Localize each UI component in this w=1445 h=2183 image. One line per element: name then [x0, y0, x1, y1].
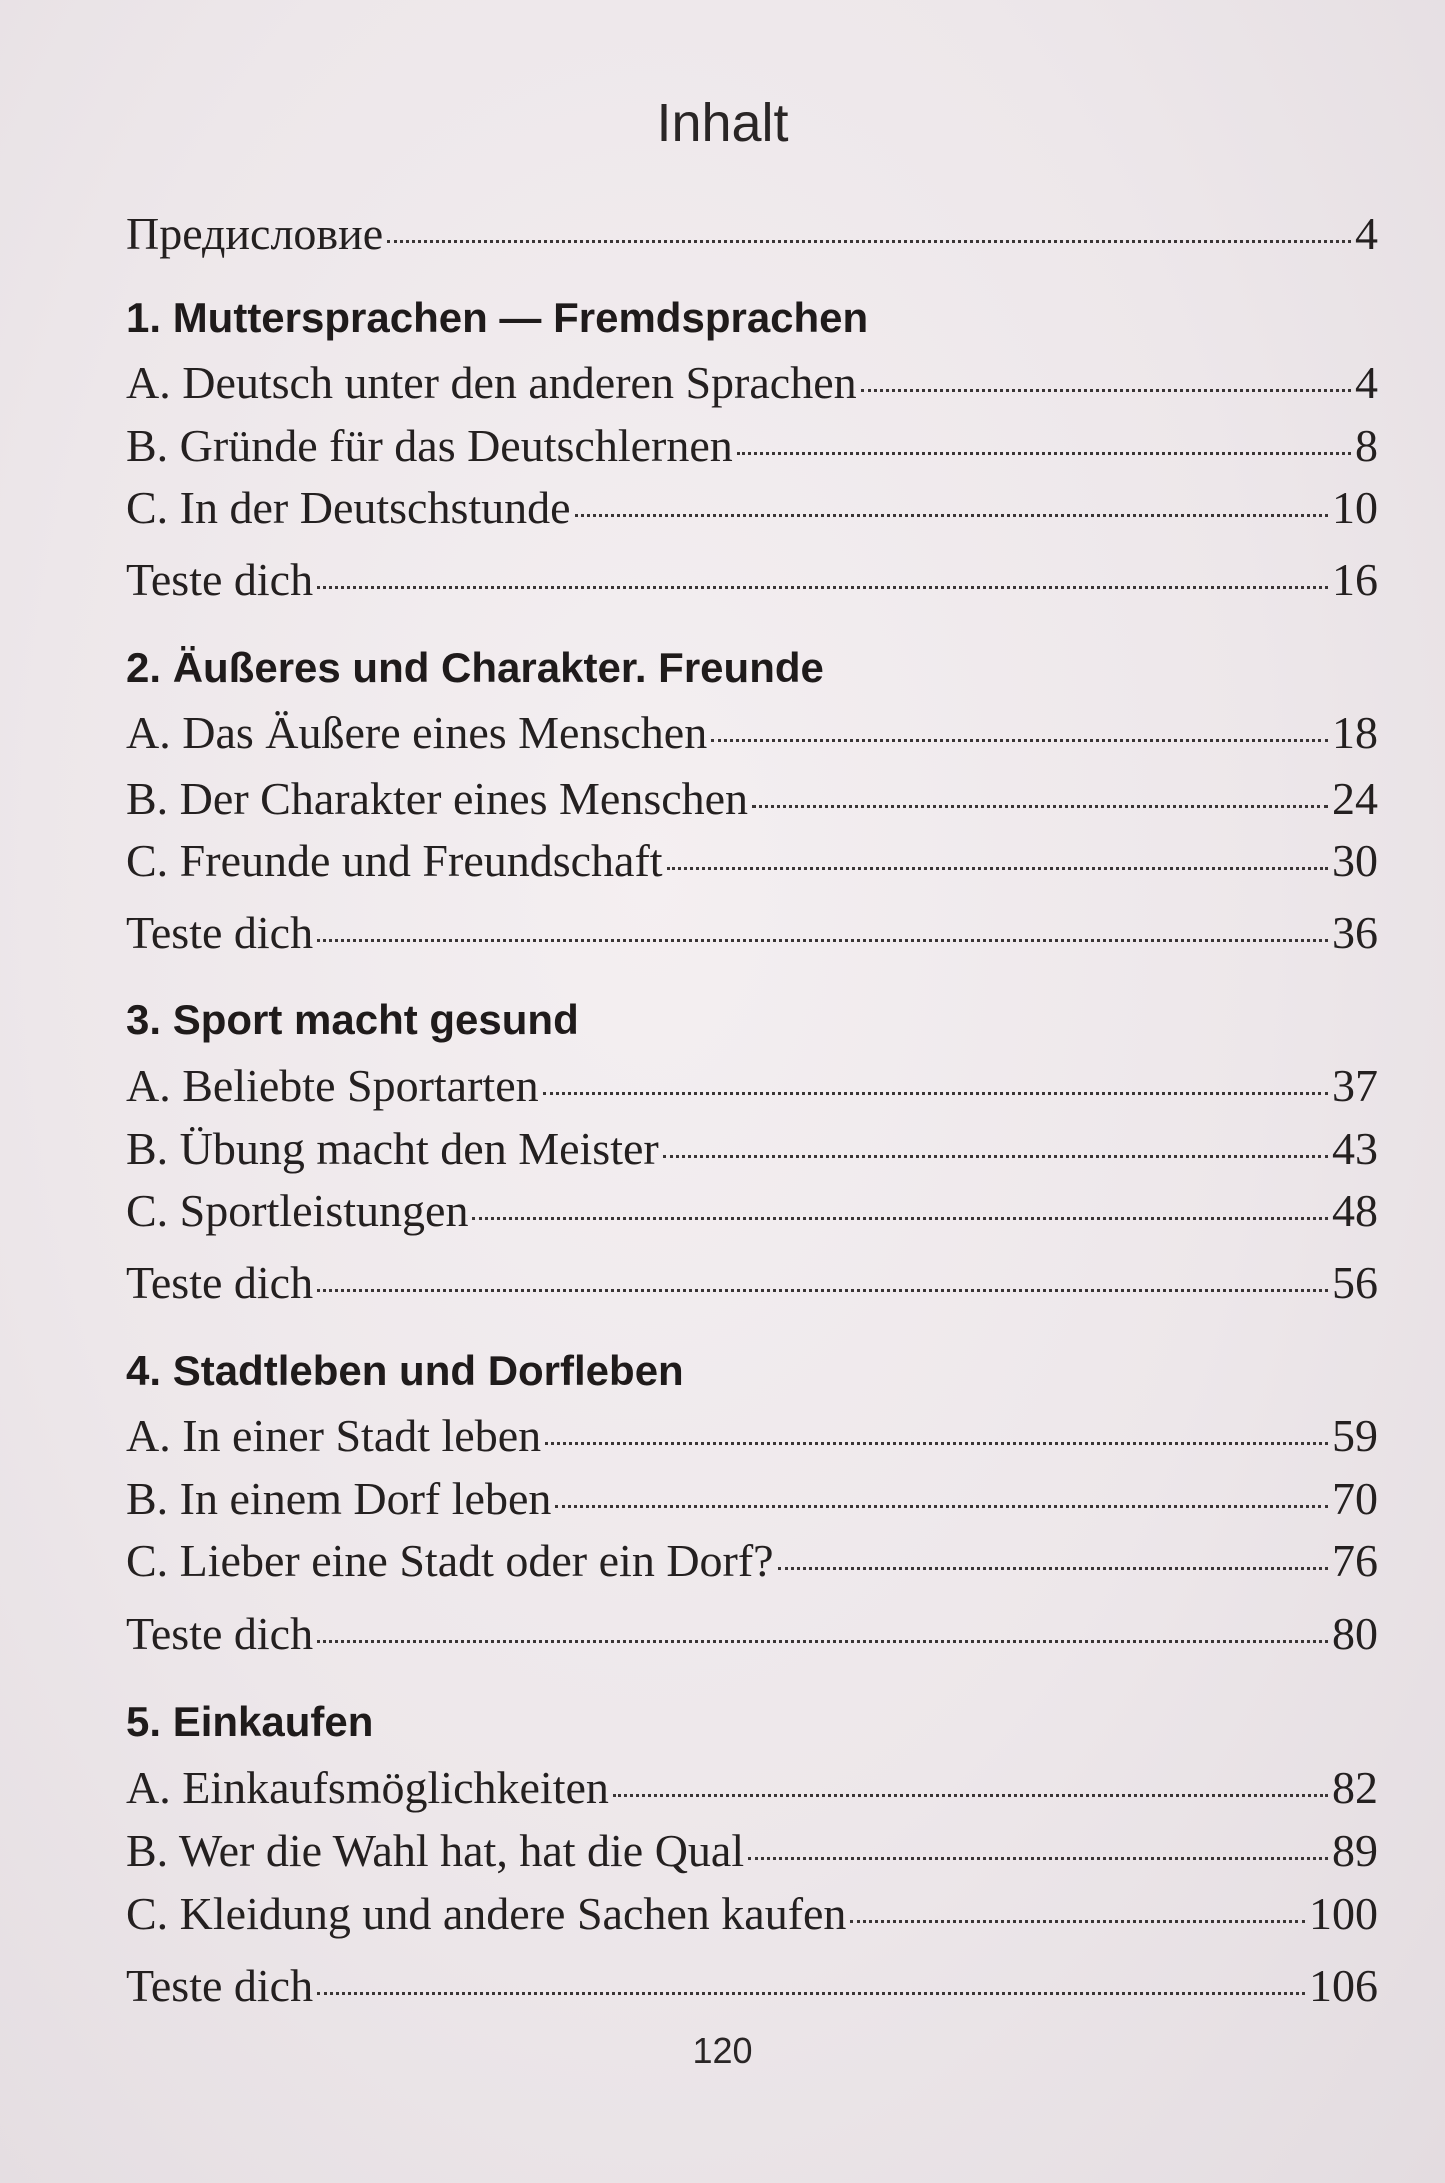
section-heading: 3. Sport macht gesund [126, 996, 579, 1043]
dot-leader [737, 452, 1351, 455]
dot-leader [748, 1857, 1328, 1860]
toc-entry-preface[interactable] [126, 208, 1378, 260]
section-heading: 2. Äußeres und Charakter. Freunde [126, 644, 824, 691]
dot-leader [543, 1092, 1328, 1095]
toc-entry[interactable] [126, 907, 1378, 959]
toc-entry-page: 89 [1332, 1825, 1378, 1876]
toc-entry-page: 8 [1355, 420, 1378, 471]
toc-entry-page: 4 [1355, 357, 1378, 408]
toc-entry-label: B. In einem Dorf leben [126, 1473, 552, 1524]
toc-entry-page: 43 [1332, 1123, 1378, 1174]
toc-entry-label: B. Gründe für das Deutschlernen [126, 420, 733, 471]
page-number: 120 [692, 2030, 753, 2071]
toc-entry-label: B. Wer die Wahl hat, hat die Qual [126, 1825, 745, 1876]
toc-entry[interactable] [126, 1960, 1378, 2012]
toc-entry-label: C. Freunde und Freundschaft [126, 835, 663, 886]
toc-entry-page: 4 [1355, 208, 1378, 259]
dot-leader [861, 389, 1351, 392]
toc-entry-page: 10 [1332, 482, 1378, 533]
toc-entry-label: A. Einkaufsmöglichkeiten [126, 1762, 609, 1813]
dot-leader [317, 1289, 1328, 1292]
dot-leader [667, 867, 1328, 870]
toc-entry[interactable] [126, 1608, 1378, 1660]
toc-entry[interactable] [126, 1473, 1378, 1525]
toc-entry[interactable] [126, 1123, 1378, 1175]
toc-entry-label: Teste dich [126, 907, 314, 958]
toc-entry[interactable] [126, 1535, 1378, 1587]
dot-leader [472, 1217, 1328, 1220]
toc-entry-label: B. Übung macht den Meister [126, 1123, 659, 1174]
toc-entry-label: B. Der Charakter eines Menschen [126, 773, 749, 824]
dot-leader [387, 240, 1351, 243]
section-heading: 5. Einkaufen [126, 1698, 374, 1745]
toc-entry[interactable] [126, 1825, 1378, 1877]
dot-leader [317, 586, 1328, 589]
toc-entry[interactable] [126, 482, 1378, 534]
toc-entry-label: C. Sportleistungen [126, 1185, 469, 1236]
toc-entry-page: 59 [1332, 1410, 1378, 1461]
toc-entry-label: C. In der Deutschstunde [126, 482, 571, 533]
toc-entry[interactable] [126, 1888, 1378, 1940]
toc-entry-label: Teste dich [126, 1608, 314, 1659]
toc-entry-label: A. Beliebte Sportarten [126, 1060, 539, 1111]
toc-entry-page: 37 [1332, 1060, 1378, 1111]
dot-leader [711, 739, 1328, 742]
toc-entry-label: C. Lieber eine Stadt oder ein Dorf? [126, 1535, 774, 1586]
dot-leader [575, 514, 1328, 517]
dot-leader [778, 1567, 1328, 1570]
toc-entry-page: 30 [1332, 835, 1378, 886]
dot-leader [555, 1505, 1328, 1508]
toc-entry-label: A. In einer Stadt leben [126, 1410, 542, 1461]
toc-entry[interactable] [126, 554, 1378, 606]
toc-entry[interactable] [126, 1060, 1378, 1112]
toc-entry-page: 82 [1332, 1762, 1378, 1813]
dot-leader [317, 1640, 1328, 1643]
toc-entry-label: A. Das Äußere eines Menschen [126, 707, 708, 758]
toc-entry-label: A. Deutsch unter den anderen Sprachen [126, 357, 857, 408]
dot-leader [752, 805, 1328, 808]
toc-entry-label: C. Kleidung und andere Sachen kaufen [126, 1888, 847, 1939]
toc-entry-page: 16 [1332, 554, 1378, 605]
toc-entry-page: 76 [1332, 1535, 1378, 1586]
toc-entry[interactable] [126, 1257, 1378, 1309]
toc-entry-page: 48 [1332, 1185, 1378, 1236]
toc-entry-label: Teste dich [126, 1960, 314, 2011]
toc-entry[interactable] [126, 420, 1378, 472]
toc-entry[interactable] [126, 707, 1378, 759]
toc-entry[interactable] [126, 1762, 1378, 1814]
toc-entry[interactable] [126, 835, 1378, 887]
dot-leader [317, 1992, 1305, 1995]
toc-entry-page: 36 [1332, 907, 1378, 958]
toc-entry-page: 100 [1309, 1888, 1378, 1939]
section-heading: 1. Muttersprachen — Fremdsprachen [126, 294, 869, 341]
toc-entry-page: 18 [1332, 707, 1378, 758]
dot-leader [545, 1442, 1328, 1445]
toc-entry[interactable] [126, 1410, 1378, 1462]
toc-entry[interactable] [126, 1185, 1378, 1237]
toc-entry-page: 80 [1332, 1608, 1378, 1659]
toc-entry-page: 106 [1309, 1960, 1378, 2011]
dot-leader [317, 939, 1328, 942]
dot-leader [613, 1794, 1328, 1797]
toc-entry[interactable] [126, 357, 1378, 409]
toc-entry-label: Teste dich [126, 554, 314, 605]
section-heading: 4. Stadtleben und Dorfleben [126, 1347, 684, 1394]
toc-entry-page: 24 [1332, 773, 1378, 824]
toc-entry-page: 70 [1332, 1473, 1378, 1524]
page-title: Inhalt [656, 93, 789, 153]
toc-entry-page: 56 [1332, 1257, 1378, 1308]
toc-entry-label: Предисловие [126, 208, 384, 259]
dot-leader [850, 1920, 1305, 1923]
dot-leader [663, 1155, 1328, 1158]
toc-entry[interactable] [126, 773, 1378, 825]
toc-entry-label: Teste dich [126, 1257, 314, 1308]
